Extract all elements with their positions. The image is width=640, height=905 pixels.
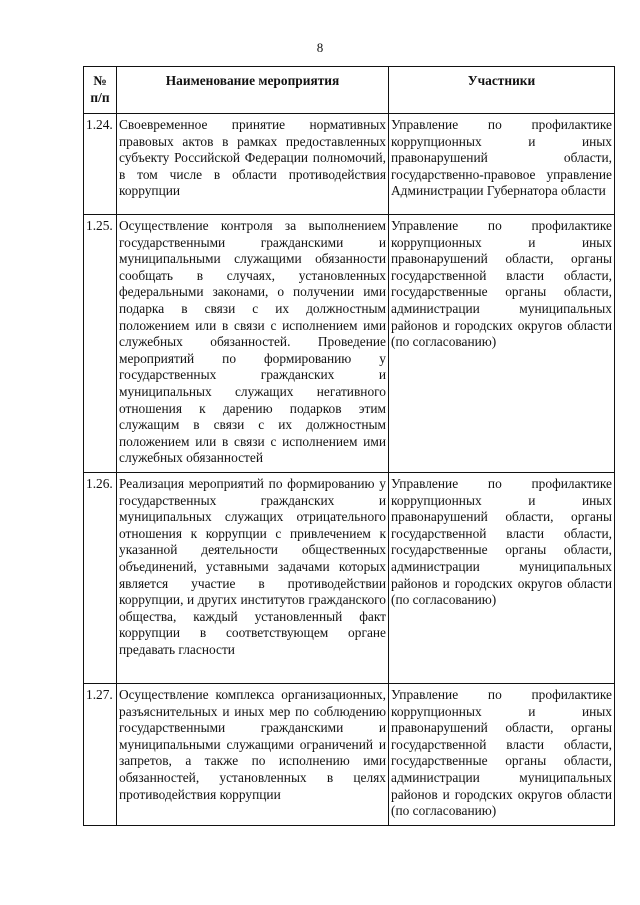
table-header-row (84, 67, 615, 114)
header-num: № п/п (84, 67, 117, 114)
measure-name: Реализация мероприятий по формированию у государственных гражданских и муниципальных служащих отрицательного отношения к коррупции с привлечением к указанной деятельности общественных объединений, уставными задачами которых является участие в противодействии коррупции, и других институтов гражданского общества, каждый установленный факт коррупции в соответствующем органе предавать гласности (117, 473, 389, 684)
participants: Управление по профилактике коррупционных и иных правонарушений области, органы государственной власти области, государственные органы области, администрации муниципальных районов и городских округов области (по согласованию) (389, 684, 615, 826)
table-row (84, 684, 615, 826)
measure-name: Своевременное принятие нормативных правовых актов в рамках предоставленных субъекту Российской Федерации полномочий, в том числе в области противодействия коррупции (117, 114, 389, 215)
page-number: 8 (316, 40, 324, 55)
header-name: Наименование мероприятия (117, 67, 389, 114)
measures-table (83, 66, 615, 826)
row-number: 1.26. (84, 473, 117, 684)
measure-name: Осуществление комплекса организационных, разъяснительных и иных мер по соблюдению государственными гражданскими и муниципальными служащими ограничений и запретов, а также по исполнению ими обязанностей, установленных в целях противодействия коррупции (117, 684, 389, 826)
participants: Управление по профилактике коррупционных и иных правонарушений области, государственно-правовое управление Администрации Губернатора области (389, 114, 615, 215)
table-row (84, 215, 615, 473)
table-row (84, 473, 615, 684)
row-number: 1.25. (84, 215, 117, 473)
row-number: 1.27. (84, 684, 117, 826)
participants: Управление по профилактике коррупционных и иных правонарушений области, органы государственной власти области, государственные органы области, администрации муниципальных районов и городских округов области (по согласованию) (389, 215, 615, 473)
table-row (84, 114, 615, 215)
measure-name: Осуществление контроля за выполнением государственными гражданскими и муниципальными служащими обязанности сообщать в случаях, установленных федеральными законами, о получении ими подарка в связи с их должностным положением или в связи с исполнением ими служебных обязанностей. Проведение мероприятий по формированию у государственных гражданских и муниципальных служащих негативного отношения к дарению подарков этим служащим в связи с их должностным положением или в связи с исполнением ими служебных обязанностей (117, 215, 389, 473)
row-number: 1.24. (84, 114, 117, 215)
participants: Управление по профилактике коррупционных и иных правонарушений области, органы государственной власти области, государственные органы области, администрации муниципальных районов и городских округов области (по согласованию) (389, 473, 615, 684)
header-participants: Участники (389, 67, 615, 114)
